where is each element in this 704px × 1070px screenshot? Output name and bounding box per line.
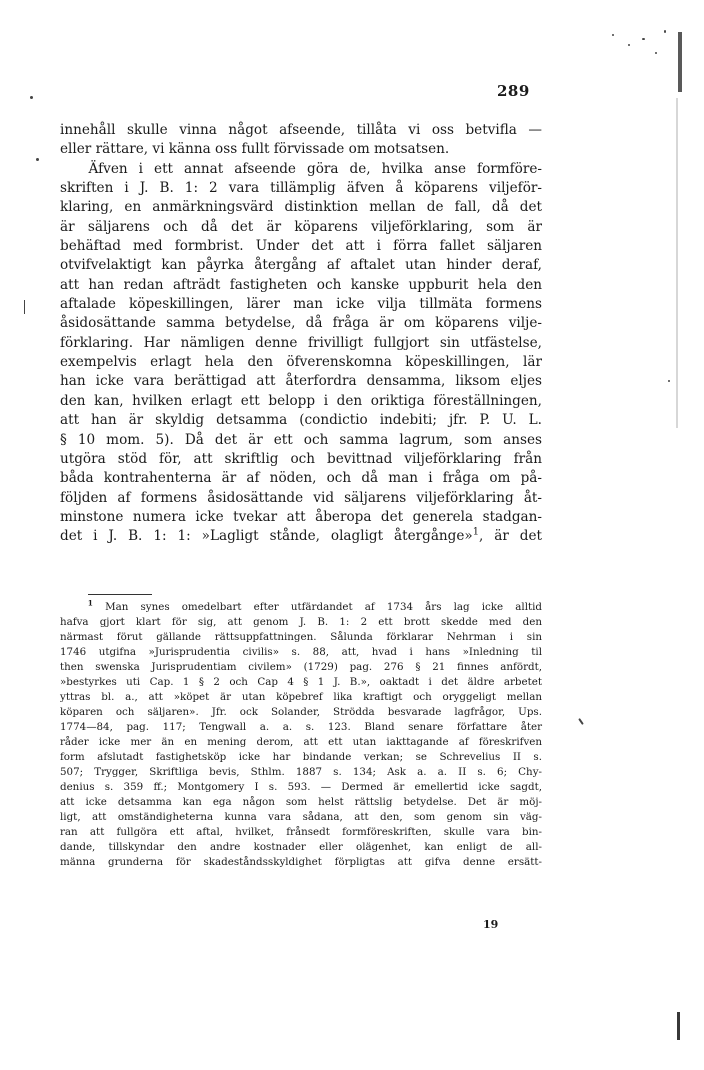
scan-edge-artifact [677,1012,680,1040]
footnote-line: form afslutadt fastighetsköp icke har bindande verkan; se Schrevelius II s. [60,751,542,764]
footnote-line: råder icke mer än en mening derom, att ett utan iakttagande af föreskrifven [60,736,542,749]
footnote-reference[interactable]: 1 [472,526,479,538]
footnote-line: att icke detsamma kan ega någon som helst rättslig betydelse. Det är möj- [60,796,542,809]
signature-mark: 19 [483,918,499,931]
footnote-line: männa grunderna för skadeståndsskyldighet förpligtas att gifva denne ersätt- [60,856,542,869]
footnote-line: hafva gjort klart för sig, att genom J. B. 1: 2 ett brott skedde med den [60,616,542,629]
body-line: är säljarens och då det är köparens viljeförklaring, som är [60,218,542,235]
footnote [60,600,542,870]
footnote-line: yttras bl. a., att »köpet är utan köpebref lika kraftigt och oryggeligt mellan [60,691,542,704]
footnote-line: köparen och säljaren». Jfr. ock Solander, Strödda besvarade lagfrågor, Ups. [60,706,542,719]
scan-edge-artifact [678,32,682,92]
footnote-line: denius s. 359 ff.; Montgomery I s. 593. — Dermed är emellertid icke sagdt, [60,781,542,794]
body-line-part: , är det [478,528,542,545]
footnote-line: 1746 utgifna »Jurisprudentia civilis» s. 88, att, hvad i hans »Inledning til [60,646,542,659]
scan-speck [24,300,25,314]
body-line: båda kontrahenterna är af nöden, och då man i fråga om på- [60,470,542,487]
scan-speck [642,38,645,40]
body-line: klaring, en anmärkningsvärd distinktion mellan de fall, då det [60,199,542,216]
footnote-marker: 1 [87,598,93,608]
body-line: innehåll skulle vinna något afseende, tillåta vi oss betvifla — [60,122,542,138]
footnote-line: 1774—84, pag. 117; Tengwall a. a. s. 123. Bland senare författare åter [60,721,542,734]
footnote-line-text: Man synes omedelbart efter utfärdandet af 1734 års lag icke alltid [105,601,543,613]
footnote-line: then swenska Jurisprudentiam civilem» (1729) pag. 276 § 21 finnes anfördt, [60,661,542,674]
footnote-line: »bestyrkes uti Cap. 1 § 2 och Cap 4 § 1 J. B.», oaktadt i det äldre arbetet [60,676,542,689]
footnote-line: närmast förut gällande rättsuppfattningen. Sålunda förklarar Nehrman i sin [60,631,542,644]
scan-speck [655,52,657,54]
footnote-line: 507; Trygger, Skriftliga bevis, Sthlm. 1887 s. 134; Ask a. a. II s. 6; Chy- [60,766,542,779]
scan-speck [36,158,39,161]
body-line: att han är skyldig detsamma (condictio indebiti; jfr. P. U. L. [60,412,542,429]
body-line-part: det i J. B. 1: 1: »Lagligt stånde, olagligt återgånge» [60,528,473,545]
body-line: exempelvis erlagt hela den öfverenskomna köpeskillingen, lär [60,354,542,371]
body-line: otvifvelaktigt kan påyrka återgång af aftalet utan hinder deraf, [60,257,542,274]
scan-edge-artifact [676,98,678,428]
body-line: den kan, hvilken erlagt ett belopp i den oriktiga föreställningen, [60,392,542,409]
footnote-line: ran att fullgöra ett aftal, hvilket, frånsedt formföreskriften, skulle vara bin- [60,826,542,839]
footnote-line [60,600,542,615]
body-text [60,121,542,547]
scan-speck [30,96,33,99]
body-line: utgöra stöd för, att skriftlig och bevittnad viljeförklaring från [60,450,542,467]
scan-speck [628,44,630,46]
body-line: minstone numera icke tvekar att åberopa det generela stadgan- [60,508,542,525]
body-line-last [60,527,542,546]
body-line: förklaring. Har nämligen denne frivilligt fullgjort sin utfästelse, [60,334,542,351]
body-line: § 10 mom. 5). Då det är ett och samma lagrum, som anses [60,431,542,448]
page-number: 289 [497,82,530,100]
scan-speck [668,380,670,382]
body-line: följden af formens åsidosättande vid säljarens viljeförklaring åt- [60,489,542,506]
body-line: att han redan afträdt fastigheten och kanske uppburit hela den [60,276,542,293]
body-line: aftalade köpeskillingen, lärer man icke vilja tillmäta formens [60,296,542,313]
scan-speck [664,30,666,33]
body-line: åsidosättande samma betydelse, då fråga är om köparens vilje- [60,315,542,332]
footnote-line: ligt, att omständigheterna kunna vara sådana, att den, som genom sin väg- [60,811,542,824]
body-line: skriften i J. B. 1: 2 vara tillämplig äfven å köparens viljeför- [60,180,542,197]
footnote-divider [88,594,152,595]
scan-speck [578,718,584,725]
scan-speck [612,34,614,36]
body-line: eller rättare, vi känna oss fullt förvissade om motsatsen. [60,141,450,158]
footnote-line: dande, tillskyndar den andre kostnader eller olägenhet, kan enligt de all- [60,841,542,854]
body-line: han icke vara berättigad att återfordra densamma, liksom eljes [60,373,542,390]
body-line: behäftad med formbrist. Under det att i förra fallet säljaren [60,238,542,255]
body-line: Äfven i ett annat afseende göra de, hvilka anse formföre- [88,160,542,177]
